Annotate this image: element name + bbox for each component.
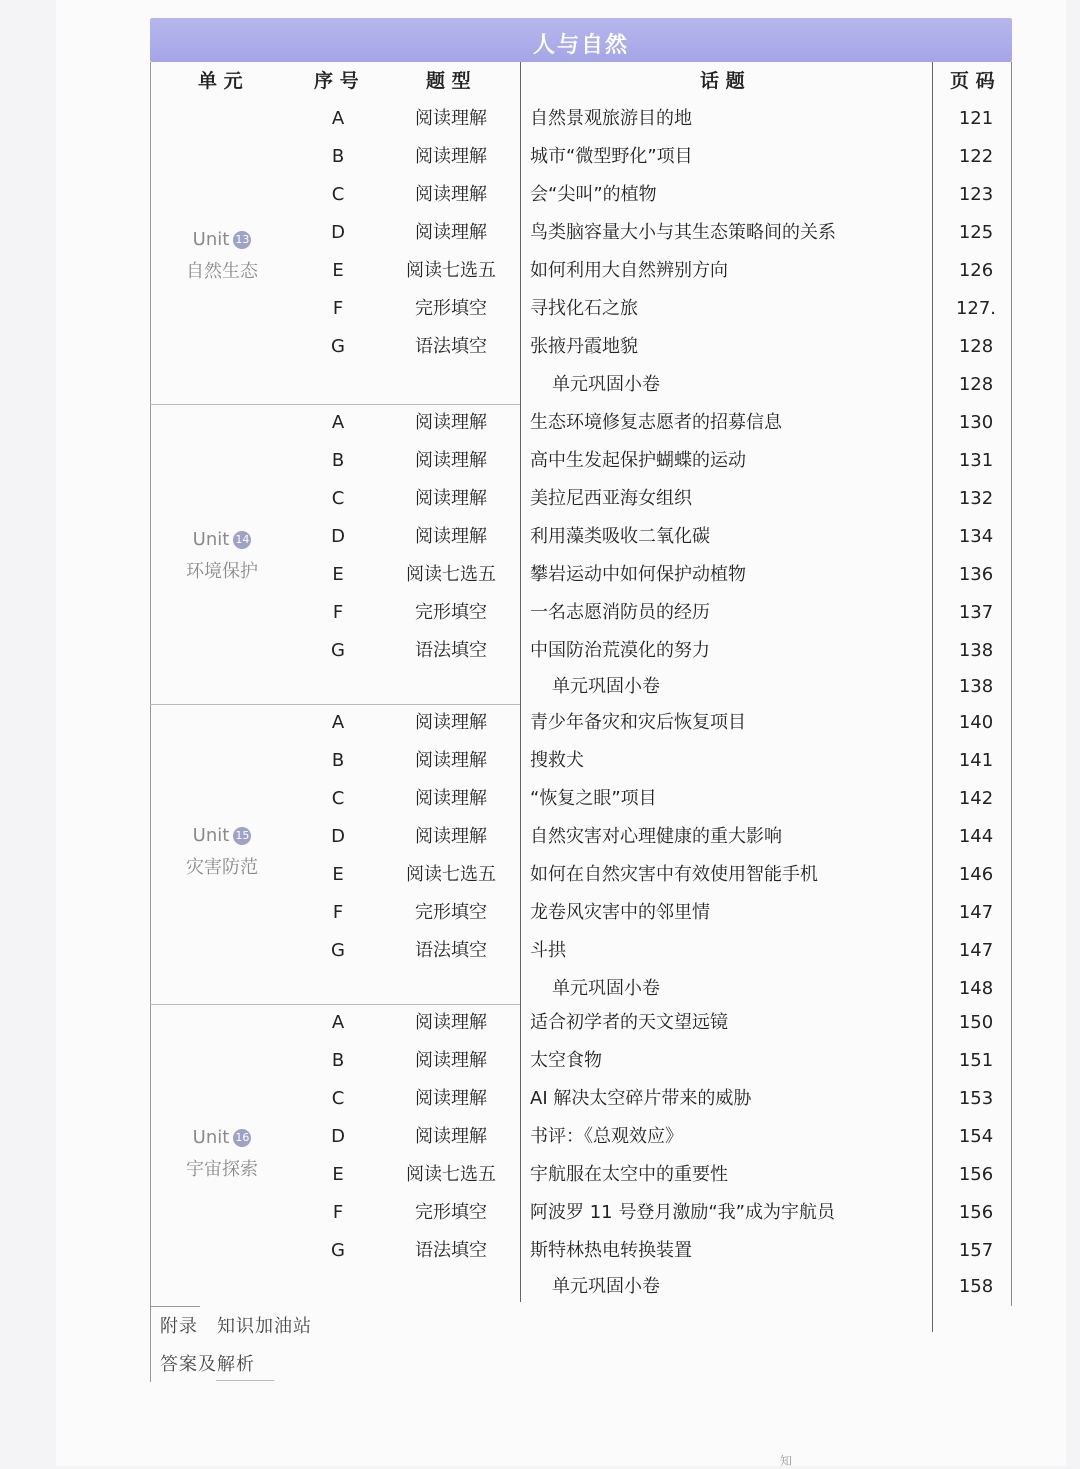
row-page: 154 [958, 1126, 994, 1147]
row-topic: 青少年备灾和灾后恢复项目 [530, 712, 746, 733]
table-row[interactable] [0, 100, 1080, 138]
row-type: 阅读理解 [415, 1012, 487, 1033]
review-row[interactable] [0, 1268, 1080, 1306]
table-row[interactable] [0, 1042, 1080, 1080]
row-seq: C [331, 488, 345, 509]
row-topic: 阿波罗 11 号登月激励“我”成为宇航员 [530, 1202, 835, 1223]
review-row[interactable] [0, 668, 1080, 706]
row-page: 123 [958, 184, 994, 205]
review-title: 单元巩固小卷 [552, 1276, 660, 1297]
row-page: 156 [958, 1164, 994, 1185]
row-type: 阅读理解 [415, 712, 487, 733]
row-page: 136 [958, 564, 994, 585]
appendix-separator [150, 1306, 200, 1307]
row-type: 阅读理解 [415, 412, 487, 433]
table-row[interactable] [0, 704, 1080, 742]
row-seq: A [331, 412, 345, 433]
row-seq: E [332, 1164, 344, 1185]
table-row[interactable] [0, 594, 1080, 632]
row-seq: B [331, 1050, 345, 1071]
row-type: 阅读理解 [415, 1088, 487, 1109]
table-row[interactable] [0, 894, 1080, 932]
row-seq: D [331, 826, 345, 847]
review-title: 单元巩固小卷 [552, 676, 660, 697]
row-page: 146 [958, 864, 994, 885]
row-seq: G [331, 640, 345, 661]
table-row[interactable] [0, 742, 1080, 780]
row-topic: 鸟类脑容量大小与其生态策略间的关系 [530, 222, 836, 243]
row-topic: 高中生发起保护蝴蝶的运动 [530, 450, 746, 471]
row-seq: C [331, 788, 345, 809]
table-row[interactable] [0, 290, 1080, 328]
table-row[interactable] [0, 252, 1080, 290]
unit-word: Unit [192, 1127, 230, 1148]
row-page: 157 [958, 1240, 994, 1261]
underline-mark [216, 1380, 274, 1381]
row-page: 153 [958, 1088, 994, 1109]
review-title: 单元巩固小卷 [552, 978, 660, 999]
table-row[interactable] [0, 176, 1080, 214]
row-page: 158 [958, 1276, 994, 1297]
row-seq: G [331, 940, 345, 961]
row-page: 125 [958, 222, 994, 243]
row-page: 150 [958, 1012, 994, 1033]
row-type: 阅读理解 [415, 750, 487, 771]
row-topic: 自然灾害对心理健康的重大影响 [530, 826, 782, 847]
table-row[interactable] [0, 818, 1080, 856]
row-page: 148 [958, 978, 994, 999]
table-row[interactable] [0, 442, 1080, 480]
row-seq: G [331, 1240, 345, 1261]
unit-name: 灾害防范 [186, 857, 258, 878]
row-seq: D [331, 222, 345, 243]
row-topic: 斗拱 [530, 940, 566, 961]
row-topic: 会“尖叫”的植物 [530, 184, 657, 205]
row-type: 阅读理解 [415, 1050, 487, 1071]
row-type: 阅读理解 [415, 222, 487, 243]
row-page: 138 [958, 640, 994, 661]
unit-name: 宇宙探索 [186, 1159, 258, 1180]
row-topic: 攀岩运动中如何保护动植物 [530, 564, 746, 585]
row-type: 阅读七选五 [406, 864, 496, 885]
row-type: 语法填空 [415, 1240, 487, 1261]
unit-number-badge: 14 [233, 531, 251, 549]
row-seq: F [332, 602, 344, 623]
table-row[interactable] [0, 1156, 1080, 1194]
row-topic: 如何利用大自然辨别方向 [530, 260, 728, 281]
row-topic: 宇航服在太空中的重要性 [530, 1164, 728, 1185]
unit-number-badge: 16 [233, 1129, 251, 1147]
row-topic: AI 解决太空碎片带来的威胁 [530, 1088, 752, 1109]
unit-name: 环境保护 [186, 561, 258, 582]
row-page: 121 [958, 108, 994, 129]
row-type: 阅读理解 [415, 184, 487, 205]
row-seq: E [332, 564, 344, 585]
row-page: 156 [958, 1202, 994, 1223]
row-page: 126 [958, 260, 994, 281]
table-row[interactable] [0, 480, 1080, 518]
table-row[interactable] [0, 1118, 1080, 1156]
row-type: 语法填空 [415, 640, 487, 661]
row-page: 151 [958, 1050, 994, 1071]
unit-word: Unit [192, 229, 230, 250]
row-type: 阅读理解 [415, 488, 487, 509]
row-page: 128 [958, 336, 994, 357]
row-page: 131 [958, 450, 994, 471]
table-row[interactable] [0, 138, 1080, 176]
row-page: 128 [958, 374, 994, 395]
table-row[interactable] [0, 214, 1080, 252]
row-page: 137 [958, 602, 994, 623]
unit-name: 自然生态 [186, 261, 258, 282]
row-topic: 一名志愿消防员的经历 [530, 602, 710, 623]
header-unit: 单 元 [198, 70, 243, 92]
header-type: 题 型 [426, 70, 471, 92]
section-title: 人与自然 [532, 33, 629, 58]
row-type: 阅读理解 [415, 526, 487, 547]
row-page: 134 [958, 526, 994, 547]
row-page: 140 [958, 712, 994, 733]
row-topic: 书评：《总观效应》 [530, 1126, 683, 1147]
row-topic: 美拉尼西亚海女组织 [530, 488, 692, 509]
row-seq: B [331, 450, 345, 471]
table-row[interactable] [0, 1194, 1080, 1232]
row-seq: A [331, 108, 345, 129]
unit-word: Unit [192, 529, 230, 550]
row-type: 完形填空 [415, 298, 487, 319]
header-page: 页 码 [950, 70, 995, 92]
review-title: 单元巩固小卷 [552, 374, 660, 395]
review-row[interactable] [0, 970, 1080, 1008]
row-seq: B [331, 750, 345, 771]
row-page: 144 [958, 826, 994, 847]
row-type: 完形填空 [415, 602, 487, 623]
row-seq: D [331, 1126, 345, 1147]
footer-mark: 知 [780, 1454, 793, 1468]
row-page: 132 [958, 488, 994, 509]
table-row[interactable] [0, 404, 1080, 442]
row-type: 阅读理解 [415, 108, 487, 129]
section-banner [150, 18, 1012, 62]
row-type: 阅读七选五 [406, 1164, 496, 1185]
row-page: 141 [958, 750, 994, 771]
row-page: 127. [955, 298, 997, 319]
row-page: 138 [958, 676, 994, 697]
row-type: 阅读七选五 [406, 564, 496, 585]
table-row[interactable] [0, 328, 1080, 366]
row-seq: D [331, 526, 345, 547]
row-topic: 张掖丹霞地貌 [530, 336, 638, 357]
row-topic: 生态环境修复志愿者的招募信息 [530, 412, 782, 433]
row-topic: 中国防治荒漠化的努力 [530, 640, 710, 661]
row-seq: C [331, 184, 345, 205]
row-seq: F [332, 902, 344, 923]
unit-number-badge: 15 [233, 827, 251, 845]
row-seq: F [332, 1202, 344, 1223]
table-row[interactable] [0, 632, 1080, 670]
row-seq: A [331, 1012, 345, 1033]
row-type: 阅读理解 [415, 1126, 487, 1147]
row-page: 147 [958, 902, 994, 923]
row-page: 130 [958, 412, 994, 433]
row-seq: C [331, 1088, 345, 1109]
row-seq: E [332, 864, 344, 885]
row-type: 语法填空 [415, 940, 487, 961]
table-row[interactable] [0, 556, 1080, 594]
row-topic: 寻找化石之旅 [530, 298, 638, 319]
row-seq: B [331, 146, 345, 167]
appendix-answers[interactable]: 答案及解析 [160, 1354, 255, 1375]
appendix-knowledge-station[interactable]: 附录 知识加油站 [160, 1316, 312, 1337]
header-seq: 序 号 [314, 70, 359, 92]
row-seq: E [332, 260, 344, 281]
table-row[interactable] [0, 856, 1080, 894]
row-topic: 如何在自然灾害中有效使用智能手机 [530, 864, 818, 885]
table-row[interactable] [0, 1004, 1080, 1042]
row-seq: A [331, 712, 345, 733]
row-topic: “恢复之眼”项目 [530, 788, 657, 809]
table-row[interactable] [0, 1080, 1080, 1118]
row-type: 完形填空 [415, 1202, 487, 1223]
row-topic: 适合初学者的天文望远镜 [530, 1012, 728, 1033]
header-topic: 话 题 [700, 70, 745, 92]
unit-number-badge: 13 [233, 231, 251, 249]
row-type: 语法填空 [415, 336, 487, 357]
unit-word: Unit [192, 825, 230, 846]
table-row[interactable] [0, 780, 1080, 818]
row-topic: 龙卷风灾害中的邻里情 [530, 902, 710, 923]
table-row[interactable] [0, 1232, 1080, 1270]
row-topic: 利用藻类吸收二氧化碳 [530, 526, 710, 547]
row-type: 阅读理解 [415, 146, 487, 167]
row-type: 阅读理解 [415, 826, 487, 847]
row-seq: F [332, 298, 344, 319]
row-page: 122 [958, 146, 994, 167]
review-row[interactable] [0, 366, 1080, 404]
row-type: 阅读理解 [415, 450, 487, 471]
row-topic: 太空食物 [530, 1050, 602, 1071]
row-page: 147 [958, 940, 994, 961]
table-row[interactable] [0, 518, 1080, 556]
row-topic: 斯特林热电转换装置 [530, 1240, 692, 1261]
row-page: 142 [958, 788, 994, 809]
row-type: 完形填空 [415, 902, 487, 923]
row-topic: 自然景观旅游目的地 [530, 108, 692, 129]
row-type: 阅读理解 [415, 788, 487, 809]
row-topic: 城市“微型野化”项目 [530, 146, 693, 167]
table-row[interactable] [0, 932, 1080, 970]
row-seq: G [331, 336, 345, 357]
row-topic: 搜救犬 [530, 750, 584, 771]
row-type: 阅读七选五 [406, 260, 496, 281]
